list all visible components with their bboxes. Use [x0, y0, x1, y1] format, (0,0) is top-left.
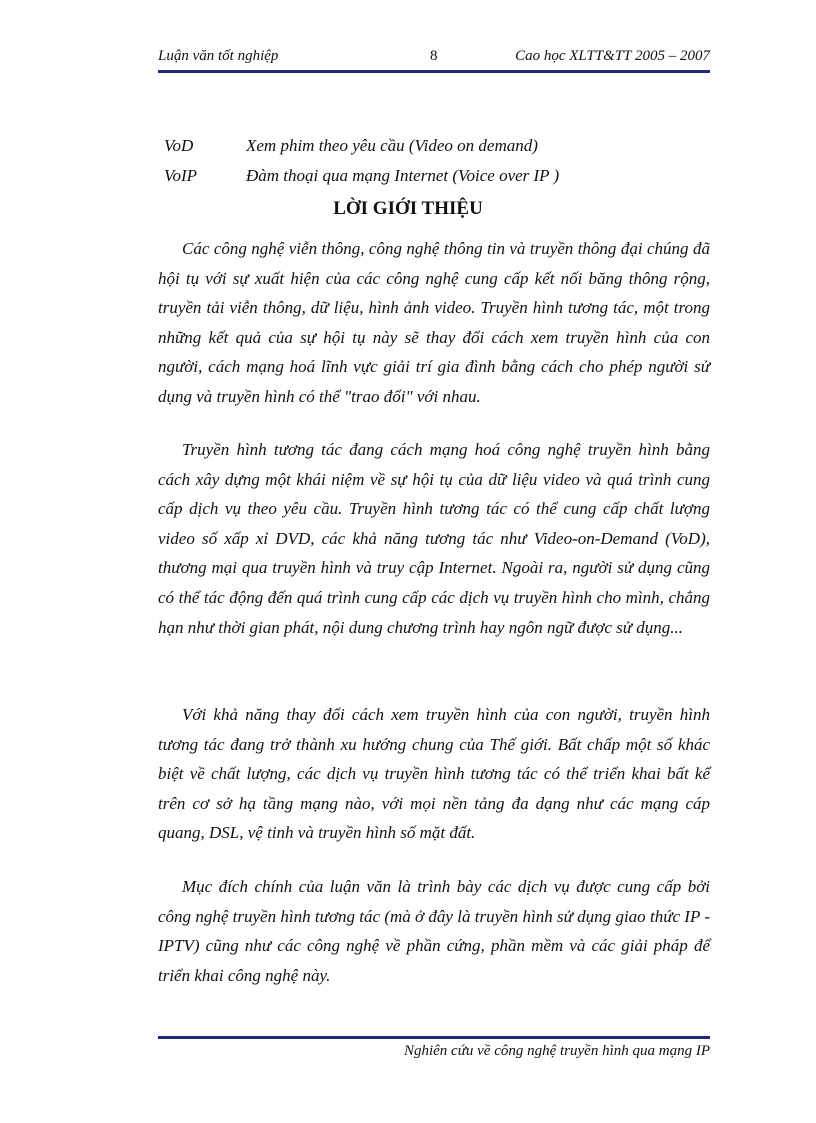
- page-footer: Nghiên cứu về công nghệ truyền hình qua mạng IP: [403, 1043, 710, 1059]
- body-paragraph: Với khả năng thay đổi cách xem truyền hình của con người, truyền hình tương tác đang trở thành xu hướng chung của Thế giới. Bất chấp một số khác biệt về chất lượng, các dịch vụ truyền hình tương tác có thể triển khai bất kể trên cơ sở hạ tầng mạng nào, với mọi nền tảng đa dạng như các mạng cáp quang, DSL, vệ tinh và truyền hình số mặt đất.: [158, 705, 710, 843]
- abbreviation-definition: Xem phim theo yêu cầu (Video on demand): [246, 136, 538, 155]
- body-paragraph: Mục đích chính của luận văn là trình bày các dịch vụ được cung cấp bởi công nghệ truyền hình tương tác (mà ở đây là truyền hình sử dụng giao thức IP - IPTV) cũng như các công nghệ về phần cứng, phần mềm và các giải pháp để triển khai công nghệ này.: [158, 877, 710, 985]
- abbreviation-term: VoD: [164, 136, 194, 155]
- header-course-label: Cao học XLTT&TT 2005 – 2007: [515, 48, 710, 64]
- section-title: LỜI GIỚI THIỆU: [333, 198, 483, 219]
- page-header: [158, 44, 710, 68]
- abbreviation-term: VoIP: [164, 166, 198, 185]
- header-thesis-label: Luận văn tốt nghiệp: [158, 48, 279, 64]
- page-number: 8: [430, 48, 438, 64]
- header-rule: [158, 70, 710, 73]
- body-paragraph: Truyền hình tương tác đang cách mạng hoá công nghệ truyền hình bằng cách xây dựng một khái niệm về sự hội tụ của dữ liệu video và quá trình cung cấp dịch vụ theo yêu cầu. Truyền hình tương tác có thể cung cấp chất lượng video số xấp xỉ DVD, các khả năng tương tác như Video-on-Demand (VoD), thương mại qua truyền hình và truy cập Internet. Ngoài ra, người sử dụng cũng có thể tác động đến quá trình cung cấp các dịch vụ truyền hình cho mình, chẳng hạn như thời gian phát, nội dung chương trình hay ngôn ngữ được sử dụng...: [158, 440, 710, 637]
- body-paragraph: Các công nghệ viễn thông, công nghệ thông tin và truyền thông đại chúng đã hội tụ với sự xuất hiện của các công nghệ cung cấp kết nối băng thông rộng, truyền tải viễn thông, dữ liệu, hình ảnh video. Truyền hình tương tác, một trong những kết quả của sự hội tụ này sẽ thay đổi cách xem truyền hình của con người, cách mạng hoá lĩnh vực giải trí gia đình bằng cách cho phép người sử dụng và truyền hình có thể "trao đổi" với nhau.: [158, 239, 710, 406]
- abbreviation-definition: Đàm thoại qua mạng Internet (Voice over IP ): [246, 166, 560, 185]
- footer-rule: [158, 1036, 710, 1039]
